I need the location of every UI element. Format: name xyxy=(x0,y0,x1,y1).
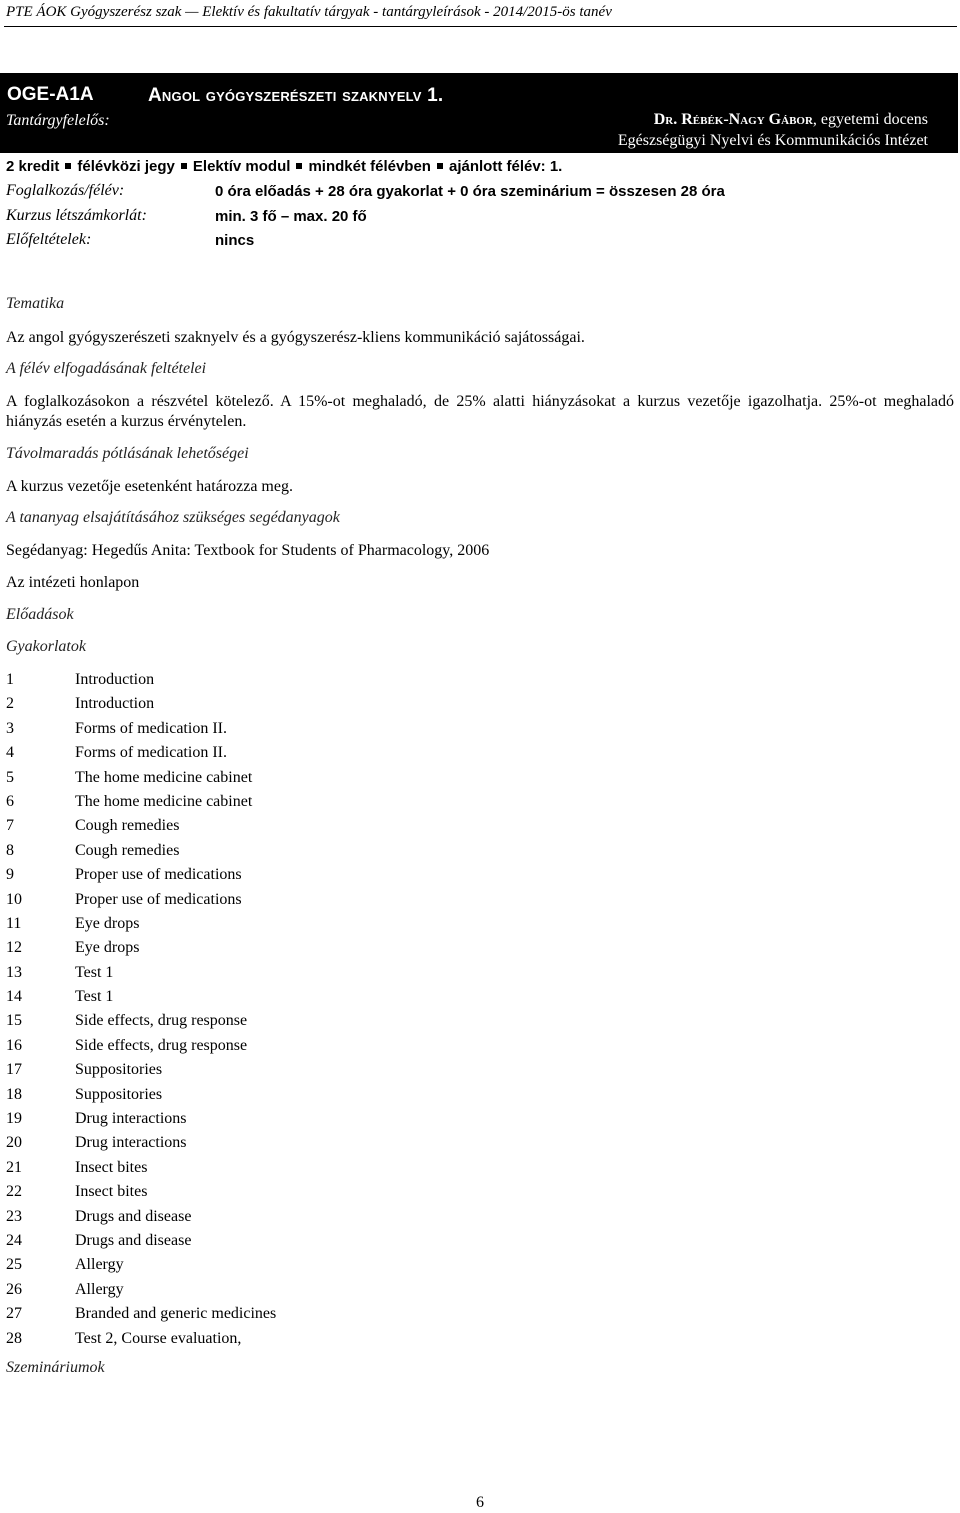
schedule-topic: Suppositories xyxy=(75,1085,163,1103)
bullet-square-icon xyxy=(296,163,302,169)
responsible-name: Dr. Rébék-Nagy Gábor xyxy=(653,111,813,128)
schedule-row xyxy=(6,888,606,912)
responsible-label: Tantárgyfelelős: xyxy=(6,112,110,129)
schedule-topic: The home medicine cabinet xyxy=(75,792,253,810)
schedule-row xyxy=(6,814,606,838)
schedule-row xyxy=(6,1205,606,1229)
responsible-person xyxy=(654,110,928,130)
schedule-number: 21 xyxy=(6,1158,22,1176)
acceptance-text: A foglalkozásokon a részvétel kötelező. A 15%-ot meghaladó, de 25% alatti hiányzásokat a kurzus vezetője igazolhatja. 25%-ot meghaladó hiányzás esetén a kurzus érvénytelen. xyxy=(6,393,954,430)
schedule-number: 6 xyxy=(6,792,14,810)
schedule-topic: Test 1 xyxy=(75,963,114,981)
schedule-number: 28 xyxy=(6,1329,22,1347)
schedule-topic: Test 2, Course evaluation, xyxy=(75,1329,242,1347)
schedule-number: 3 xyxy=(6,719,14,737)
schedule-row xyxy=(6,1058,606,1082)
schedule-topic: Eye drops xyxy=(75,939,140,957)
credits-item: 2 kredit xyxy=(6,158,60,175)
schedule-row xyxy=(6,717,606,741)
schedule-topic: Forms of medication II. xyxy=(75,719,227,737)
limit-label: Kurzus létszámkorlát: xyxy=(6,207,147,224)
schedule-topic: Cough remedies xyxy=(75,841,180,859)
credits-item: ajánlott félév: 1. xyxy=(448,158,563,175)
schedule-topic: Side effects, drug response xyxy=(75,1036,248,1054)
schedule-number: 7 xyxy=(6,817,14,835)
schedule-topic: Drugs and disease xyxy=(75,1231,192,1249)
schedule-number: 10 xyxy=(6,890,22,908)
schedule-topic: Suppositories xyxy=(75,1061,163,1079)
practicals-heading: Gyakorlatok xyxy=(6,638,86,655)
schedule-row xyxy=(6,1009,606,1033)
schedule-row xyxy=(6,1131,606,1155)
schedule-topic: Side effects, drug response xyxy=(75,1012,248,1030)
hours-value: 0 óra előadás + 28 óra gyakorlat + 0 óra szeminárium = összesen 28 óra xyxy=(215,183,725,200)
bullet-square-icon xyxy=(437,163,443,169)
schedule-row xyxy=(6,839,606,863)
schedule-number: 16 xyxy=(6,1036,22,1054)
course-title: Angol gyógyszerészeti szaknyelv 1. xyxy=(148,85,444,106)
schedule-number: 1 xyxy=(6,671,14,688)
schedule-number: 13 xyxy=(6,963,22,981)
schedule-topic: The home medicine cabinet xyxy=(75,768,253,786)
schedule-topic: Introduction xyxy=(75,671,155,688)
schedule-number: 12 xyxy=(6,939,22,957)
hours-label: Foglalkozás/félév: xyxy=(6,182,125,199)
schedule-number: 5 xyxy=(6,768,14,786)
info-row-hours xyxy=(6,181,936,203)
schedule-row xyxy=(6,692,606,716)
schedule-number: 26 xyxy=(6,1280,22,1298)
course-title-bar xyxy=(0,73,958,109)
bullet-square-icon xyxy=(181,163,187,169)
schedule-row xyxy=(6,1107,606,1131)
schedule-number: 2 xyxy=(6,695,14,713)
schedule-number: 25 xyxy=(6,1256,22,1274)
schedule-topic: Insect bites xyxy=(75,1158,148,1176)
schedule-row xyxy=(6,1034,606,1058)
schedule-topic: Forms of medication II. xyxy=(75,744,227,762)
absence-heading: Távolmaradás pótlásának lehetőségei xyxy=(6,445,249,462)
schedule-number: 9 xyxy=(6,866,14,884)
materials-text: Segédanyag: Hegedűs Anita: Textbook for Students of Pharmacology, 2006 xyxy=(6,542,490,559)
schedule-topic: Branded and generic medicines xyxy=(75,1305,277,1323)
prereq-value: nincs xyxy=(215,232,255,249)
schedule-topic: Proper use of medications xyxy=(75,866,242,884)
schedule-topic: Allergy xyxy=(75,1280,124,1298)
schedule-topic: Drug interactions xyxy=(75,1110,187,1128)
schedule-row xyxy=(6,1327,606,1351)
schedule-number: 23 xyxy=(6,1207,22,1225)
schedule-row xyxy=(6,912,606,936)
schedule-number: 22 xyxy=(6,1183,22,1201)
schedule-number: 14 xyxy=(6,988,22,1006)
limit-value: min. 3 fő – max. 20 fő xyxy=(215,208,367,225)
prereq-label: Előfeltételek: xyxy=(6,231,92,248)
schedule-number: 24 xyxy=(6,1231,22,1249)
schedule-row xyxy=(6,1229,606,1253)
schedule-number: 27 xyxy=(6,1305,22,1323)
schedule-topic: Drug interactions xyxy=(75,1134,187,1152)
schedule-number: 19 xyxy=(6,1110,22,1128)
schedule-row xyxy=(6,1278,606,1302)
info-row-limit xyxy=(6,206,936,228)
schedule-row xyxy=(6,766,606,790)
schedule-topic: Cough remedies xyxy=(75,817,180,835)
schedule-number: 17 xyxy=(6,1061,22,1079)
credits-item: mindkét félévben xyxy=(308,158,431,175)
schedule-row xyxy=(6,1253,606,1277)
credits-item: Elektív modul xyxy=(192,158,291,175)
schedule-row xyxy=(6,863,606,887)
materials-heading: A tananyag elsajátításához szükséges segédanyagok xyxy=(6,509,340,526)
page-number: 6 xyxy=(476,1494,484,1511)
schedule-row xyxy=(6,668,606,692)
acceptance-heading: A félév elfogadásának feltételei xyxy=(6,360,207,377)
credits-line xyxy=(6,157,562,177)
schedule-number: 15 xyxy=(6,1012,22,1030)
schedule-topic: Allergy xyxy=(75,1256,124,1274)
info-row-prereq xyxy=(6,230,936,252)
schedule-row xyxy=(6,961,606,985)
seminars-heading: Szemináriumok xyxy=(6,1359,105,1376)
schedule-topic: Proper use of medications xyxy=(75,890,242,908)
schedule-topic: Eye drops xyxy=(75,914,140,932)
homepage-text: Az intézeti honlapon xyxy=(6,574,140,591)
course-code: OGE-A1A xyxy=(7,84,94,105)
tematika-text: Az angol gyógyszerészeti szaknyelv és a gyógyszerész-kliens kommunikáció sajátosságai. xyxy=(6,329,585,346)
schedule-row xyxy=(6,1156,606,1180)
lectures-heading: Előadások xyxy=(6,606,74,623)
bullet-square-icon xyxy=(65,163,71,169)
responsible-position: , egyetemi docens xyxy=(812,111,928,128)
credits-item: félévközi jegy xyxy=(77,158,175,175)
schedule-number: 18 xyxy=(6,1085,22,1103)
schedule-topic: Insect bites xyxy=(75,1183,148,1201)
schedule-row xyxy=(6,1083,606,1107)
schedule-topic: Test 1 xyxy=(75,988,114,1006)
schedule-row xyxy=(6,790,606,814)
running-header: PTE ÁOK Gyógyszerész szak — Elektív és fakultatív tárgyak - tantárgyleírások - 2014/2015-ös tanév xyxy=(6,4,612,20)
schedule-topic: Introduction xyxy=(75,695,155,713)
schedule-row xyxy=(6,1302,606,1326)
absence-text: A kurzus vezetője esetenként határozza meg. xyxy=(6,478,293,495)
schedule-number: 20 xyxy=(6,1134,22,1152)
schedule-row xyxy=(6,936,606,960)
responsible-institute: Egészségügyi Nyelvi és Kommunikációs Intézet xyxy=(617,132,928,149)
schedule-number: 11 xyxy=(6,914,22,932)
schedule-topic: Drugs and disease xyxy=(75,1207,192,1225)
schedule-number: 4 xyxy=(6,744,14,762)
responsible-band xyxy=(0,108,958,153)
schedule-row xyxy=(6,985,606,1009)
practical-schedule-list xyxy=(6,668,606,1351)
schedule-number: 8 xyxy=(6,841,14,859)
tematika-heading: Tematika xyxy=(6,295,65,312)
schedule-row xyxy=(6,741,606,765)
schedule-row xyxy=(6,1180,606,1204)
header-rule xyxy=(4,26,957,27)
